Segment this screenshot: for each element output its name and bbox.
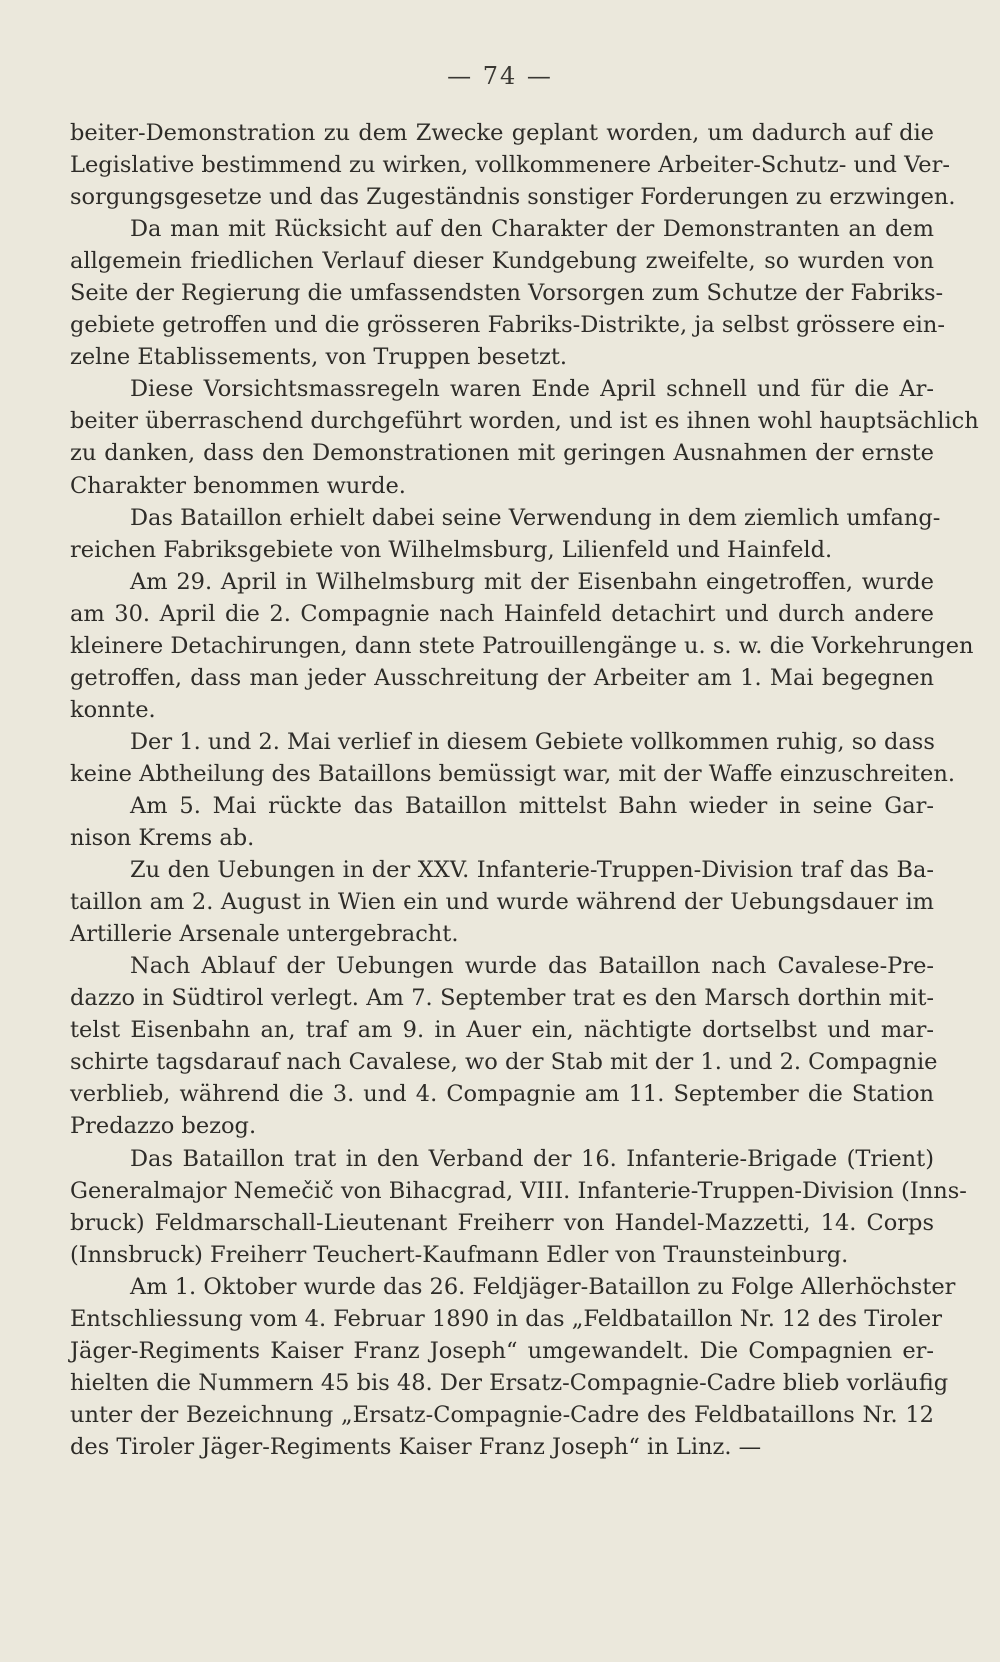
text-line: Entschliessung vom 4. Februar 1890 in das „Feldbataillon Nr. 12 des Tiroler <box>70 1305 942 1332</box>
text-line: beiter überraschend durchgeführt worden, und ist es ihnen wohl hauptsächlich <box>70 408 979 435</box>
text-line: bruck) Feldmarschall-Lieutenant Freiherr von Handel-Mazzetti, 14. Corps <box>70 1209 934 1236</box>
text-line: (Innsbruck) Freiherr Teuchert-Kaufmann Edler von Traunsteinburg. <box>70 1241 849 1268</box>
text-line: Da man mit Rücksicht auf den Charakter der Demonstranten an dem <box>130 216 934 243</box>
text-line: unter der Bezeichnung „Ersatz-Compagnie-Cadre des Feldbataillons Nr. 12 <box>70 1401 934 1428</box>
text-line: Predazzo bezog. <box>70 1113 257 1140</box>
text-line: dazzo in Südtirol verlegt. Am 7. September trat es den Marsch dorthin mit- <box>70 985 934 1012</box>
text-line: Jäger-Regiments Kaiser Franz Joseph“ umgewandelt. Die Compagnien er- <box>70 1337 934 1364</box>
text-line: Legislative bestimmend zu wirken, vollkommenere Arbeiter-Schutz- und Ver- <box>70 152 950 179</box>
text-line: getroffen, dass man jeder Ausschreitung der Arbeiter am 1. Mai begegnen <box>70 664 934 691</box>
text-line: Seite der Regierung die umfassendsten Vorsorgen zum Schutze der Fabriks- <box>70 280 944 307</box>
page-number: — 74 — <box>447 62 553 90</box>
text-line: zelne Etablissements, von Truppen besetzt. <box>70 344 568 371</box>
text-line: taillon am 2. August in Wien ein und wurde während der Uebungsdauer im <box>70 889 934 916</box>
text-line: sorgungsgesetze und das Zugeständnis sonstiger Forderungen zu erzwingen. <box>70 184 956 211</box>
text-line: hielten die Nummern 45 bis 48. Der Ersatz-Compagnie-Cadre blieb vorläufig <box>70 1369 949 1396</box>
text-line: telst Eisenbahn an, traf am 9. in Auer ein, nächtigte dortselbst und mar- <box>70 1017 934 1044</box>
text-line: Generalmajor Nemečič von Bihacgrad, VIII. Infanterie-Truppen-Division (Inns- <box>70 1177 967 1204</box>
text-line: nison Krems ab. <box>70 825 255 852</box>
text-line: des Tiroler Jäger-Regiments Kaiser Franz Joseph“ in Linz. — <box>70 1433 762 1460</box>
text-line: beiter-Demonstration zu dem Zwecke geplant worden, um dadurch auf die <box>70 120 934 146</box>
text-line: Das Bataillon trat in den Verband der 16. Infanterie-Brigade (Trient) <box>130 1145 934 1172</box>
text-line: schirte tagsdarauf nach Cavalese, wo der Stab mit der 1. und 2. Compagnie <box>70 1049 938 1076</box>
text-line: Artillerie Arsenale untergebracht. <box>70 921 459 948</box>
text-line: allgemein friedlichen Verlauf dieser Kundgebung zweifelte, so wurden von <box>70 248 934 275</box>
text-line: Nach Ablauf der Uebungen wurde das Bataillon nach Cavalese-Pre- <box>130 953 934 980</box>
text-line: gebiete getroffen und die grösseren Fabriks-Distrikte, ja selbst grössere ein- <box>70 312 945 339</box>
text-line: kleinere Detachirungen, dann stete Patrouillengänge u. s. w. die Vorkehrungen <box>70 632 974 659</box>
text-line: am 30. April die 2. Compagnie nach Hainfeld detachirt und durch andere <box>70 600 934 627</box>
text-line: Am 1. Oktober wurde das 26. Feldjäger-Bataillon zu Folge Allerhöchster <box>130 1273 956 1300</box>
text-line: Zu den Uebungen in der XXV. Infanterie-Truppen-Division traf das Ba- <box>130 857 934 884</box>
body-text <box>70 117 979 1463</box>
text-line: zu danken, dass den Demonstrationen mit geringen Ausnahmen der ernste <box>70 440 934 467</box>
text-line: Am 29. April in Wilhelmsburg mit der Eisenbahn eingetroffen, wurde <box>130 568 934 595</box>
text-line: Das Bataillon erhielt dabei seine Verwendung in dem ziemlich umfang- <box>130 504 941 531</box>
text-line: keine Abtheilung des Bataillons bemüssigt war, mit der Waffe einzuschreiten. <box>70 760 956 787</box>
text-line: verblieb, während die 3. und 4. Compagnie am 11. September die Station <box>70 1081 934 1108</box>
text-line: konnte. <box>70 696 156 723</box>
text-line: reichen Fabriksgebiete von Wilhelmsburg, Lilienfeld und Hainfeld. <box>70 536 833 563</box>
text-line: Diese Vorsichtsmassregeln waren Ende April schnell und für die Ar- <box>130 376 934 403</box>
text-line: Der 1. und 2. Mai verlief in diesem Gebiete vollkommen ruhig, so dass <box>130 728 935 755</box>
text-line: Am 5. Mai rückte das Bataillon mittelst Bahn wieder in seine Gar- <box>130 792 934 819</box>
text-line: Charakter benommen wurde. <box>70 472 406 499</box>
